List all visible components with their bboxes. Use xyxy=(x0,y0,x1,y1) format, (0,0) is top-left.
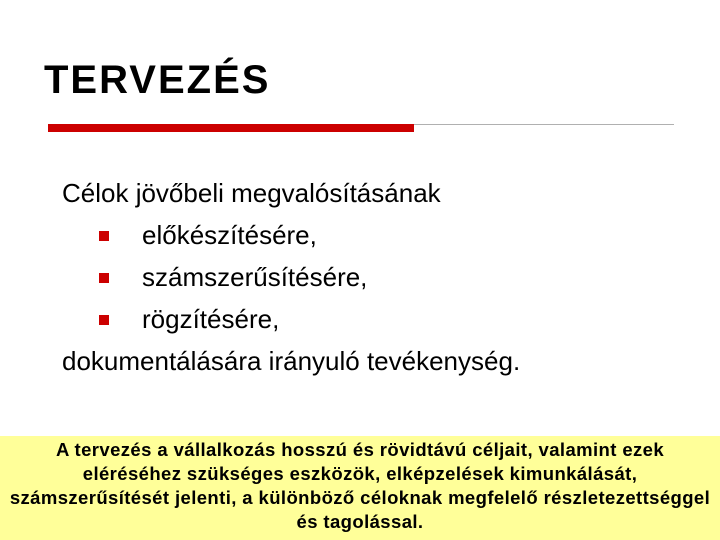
highlight-text: A tervezés a vállalkozás hosszú és rövidtávú céljait, valamint ezek eléréséhez szükséges eszközök, elképzelések kimunkálását, számszerűsítését jelenti, a különböző céloknak megfelelő részletezettséggel és tagolással. xyxy=(9,439,711,532)
closing-line: dokumentálására irányuló tevékenység. xyxy=(62,346,521,376)
title-underline-thin-line xyxy=(414,124,674,125)
square-bullet-icon xyxy=(99,231,109,241)
bullet-text: előkészítésére, xyxy=(142,220,317,250)
highlight-box xyxy=(0,436,720,540)
square-bullet-icon xyxy=(99,273,109,283)
slide-title: TERVEZÉS xyxy=(44,58,271,102)
title-underline-red-bar xyxy=(48,124,414,132)
intro-line: Célok jövőbeli megvalósításának xyxy=(62,178,441,208)
square-bullet-icon xyxy=(99,315,109,325)
list-item xyxy=(62,256,702,298)
bullet-text: számszerűsítésére, xyxy=(142,262,368,292)
bullet-text: rögzítésére, xyxy=(142,304,280,334)
bullet-list xyxy=(62,214,702,340)
slide-body xyxy=(62,172,702,382)
list-item xyxy=(62,214,702,256)
title-underline xyxy=(48,124,674,136)
list-item xyxy=(62,298,702,340)
